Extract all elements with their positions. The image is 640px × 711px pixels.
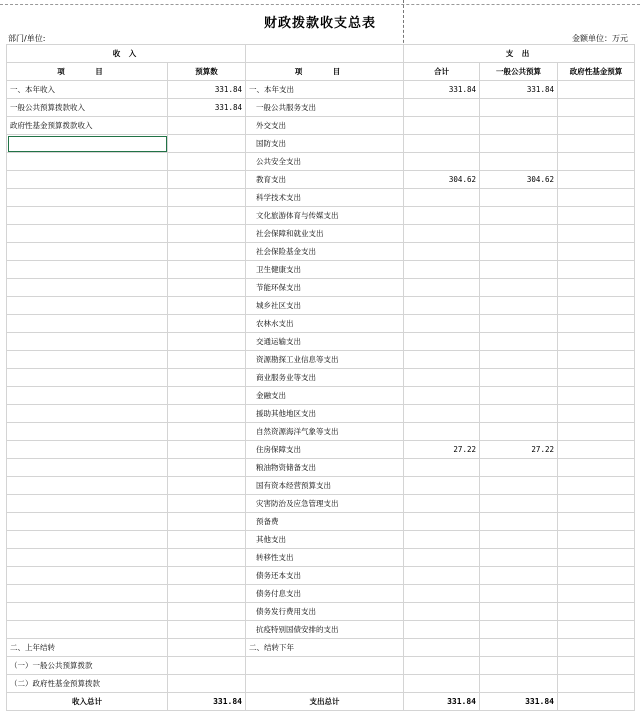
expense-fund-cell[interactable] — [558, 261, 635, 279]
table-row — [7, 621, 635, 639]
income-item-cell[interactable]: 二、上年结转 — [7, 639, 168, 657]
table-row — [7, 495, 635, 513]
expense-item-cell[interactable]: 社会保障和就业支出 — [246, 225, 404, 243]
expense-total-cell[interactable] — [404, 117, 480, 135]
page-break-line — [0, 4, 640, 5]
expense-general-cell[interactable]: 304.62 — [480, 171, 558, 189]
income-item-cell[interactable] — [7, 225, 168, 243]
expense-total-cell[interactable] — [404, 405, 480, 423]
table-row — [7, 351, 635, 369]
expense-general-cell[interactable] — [480, 297, 558, 315]
expense-item-cell[interactable]: 国防支出 — [246, 135, 404, 153]
income-item-cell[interactable]: 一、本年收入 — [7, 81, 168, 99]
expense-fund-cell[interactable] — [558, 423, 635, 441]
expense-general-total-value[interactable]: 331.84 — [480, 693, 558, 711]
expense-general-cell[interactable] — [480, 225, 558, 243]
report-title: 财政拨款收支总表 — [263, 16, 376, 31]
expense-general-cell[interactable] — [480, 495, 558, 513]
income-budget-cell[interactable] — [168, 657, 246, 675]
table-row — [7, 207, 635, 225]
expense-fund-cell[interactable] — [558, 585, 635, 603]
expense-fund-cell[interactable] — [558, 153, 635, 171]
expense-total-cell[interactable] — [404, 459, 480, 477]
table-row — [7, 531, 635, 549]
expense-item-cell[interactable]: 自然资源海洋气象等支出 — [246, 423, 404, 441]
table-row — [7, 297, 635, 315]
table-row — [7, 369, 635, 387]
income-item-cell[interactable] — [7, 261, 168, 279]
income-item-cell[interactable] — [7, 621, 168, 639]
col-header-income-item[interactable]: 项 目 — [7, 63, 168, 81]
expense-general-cell[interactable] — [480, 567, 558, 585]
table-row — [7, 261, 635, 279]
income-budget-cell[interactable] — [168, 351, 246, 369]
income-budget-cell[interactable] — [168, 405, 246, 423]
expense-item-cell[interactable]: 债务付息支出 — [246, 585, 404, 603]
income-budget-cell[interactable] — [168, 189, 246, 207]
expense-item-cell[interactable]: 粮油物资储备支出 — [246, 459, 404, 477]
expense-fund-cell[interactable] — [558, 549, 635, 567]
income-budget-cell[interactable] — [168, 153, 246, 171]
income-item-cell[interactable] — [7, 189, 168, 207]
expense-fund-total-value[interactable] — [558, 693, 635, 711]
income-budget-cell[interactable] — [168, 315, 246, 333]
expense-total-cell[interactable] — [404, 207, 480, 225]
income-item-cell[interactable]: （二）政府性基金预算拨款 — [7, 675, 168, 693]
expense-item-cell[interactable]: 商业服务业等支出 — [246, 369, 404, 387]
expense-general-cell[interactable] — [480, 675, 558, 693]
expense-general-cell[interactable] — [480, 243, 558, 261]
expense-total-cell[interactable] — [404, 225, 480, 243]
expense-fund-cell[interactable] — [558, 531, 635, 549]
expense-general-cell[interactable] — [480, 531, 558, 549]
expense-total-cell[interactable]: 331.84 — [404, 81, 480, 99]
expense-fund-cell[interactable] — [558, 405, 635, 423]
income-section-header[interactable]: 收 入 — [7, 45, 246, 63]
income-budget-cell[interactable] — [168, 279, 246, 297]
expense-item-cell[interactable]: 教育支出 — [246, 171, 404, 189]
income-item-cell[interactable]: 政府性基金预算拨款收入 — [7, 117, 168, 135]
expense-general-cell[interactable] — [480, 459, 558, 477]
expense-general-cell[interactable] — [480, 603, 558, 621]
expense-general-cell[interactable] — [480, 261, 558, 279]
income-item-cell[interactable] — [7, 405, 168, 423]
income-budget-cell[interactable] — [168, 171, 246, 189]
expense-general-cell[interactable] — [480, 135, 558, 153]
expense-fund-cell[interactable] — [558, 495, 635, 513]
income-item-cell[interactable] — [7, 153, 168, 171]
income-budget-cell[interactable] — [168, 567, 246, 585]
income-item-cell[interactable] — [7, 369, 168, 387]
expense-fund-cell[interactable] — [558, 117, 635, 135]
income-budget-cell[interactable] — [168, 333, 246, 351]
income-budget-cell[interactable] — [168, 387, 246, 405]
table-row — [7, 333, 635, 351]
income-item-cell[interactable] — [7, 279, 168, 297]
income-budget-cell[interactable] — [168, 243, 246, 261]
income-budget-cell[interactable] — [168, 135, 246, 153]
income-budget-cell[interactable] — [168, 531, 246, 549]
income-budget-cell[interactable] — [168, 369, 246, 387]
total-row — [7, 693, 635, 711]
expense-fund-cell[interactable] — [558, 369, 635, 387]
income-item-cell[interactable] — [7, 297, 168, 315]
income-item-cell[interactable] — [7, 351, 168, 369]
expense-item-cell[interactable]: 一般公共服务支出 — [246, 99, 404, 117]
expense-general-cell[interactable]: 331.84 — [480, 81, 558, 99]
income-budget-cell[interactable] — [168, 621, 246, 639]
column-header-row — [7, 63, 635, 81]
income-item-cell[interactable] — [7, 207, 168, 225]
income-budget-cell[interactable] — [168, 585, 246, 603]
expense-total-label[interactable]: 支出总计 — [246, 693, 404, 711]
expense-total-cell[interactable] — [404, 261, 480, 279]
expense-general-cell[interactable] — [480, 99, 558, 117]
table-row — [7, 99, 635, 117]
expense-fund-cell[interactable] — [558, 513, 635, 531]
expense-total-cell[interactable] — [404, 549, 480, 567]
income-item-cell[interactable] — [7, 441, 168, 459]
expense-fund-cell[interactable] — [558, 387, 635, 405]
expense-item-cell[interactable] — [246, 675, 404, 693]
table-row — [7, 639, 635, 657]
table-row — [7, 387, 635, 405]
expense-total-cell[interactable] — [404, 297, 480, 315]
table-row — [7, 657, 635, 675]
table-row — [7, 549, 635, 567]
expense-item-cell[interactable]: 交通运输支出 — [246, 333, 404, 351]
expense-item-cell[interactable]: 科学技术支出 — [246, 189, 404, 207]
expense-item-cell[interactable]: 援助其他地区支出 — [246, 405, 404, 423]
col-header-general-budget[interactable]: 一般公共预算 — [480, 63, 558, 81]
expense-general-cell[interactable] — [480, 477, 558, 495]
expense-item-cell[interactable]: 债务发行费用支出 — [246, 603, 404, 621]
section-header-row — [7, 45, 635, 63]
expense-total-cell[interactable]: 27.22 — [404, 441, 480, 459]
expense-total-cell[interactable]: 304.62 — [404, 171, 480, 189]
table-row — [7, 117, 635, 135]
expense-general-cell[interactable] — [480, 405, 558, 423]
income-item-cell[interactable] — [7, 549, 168, 567]
expense-total-cell[interactable] — [404, 495, 480, 513]
table-row — [7, 405, 635, 423]
expense-item-cell[interactable]: 文化旅游体育与传媒支出 — [246, 207, 404, 225]
expense-item-cell[interactable]: 公共安全支出 — [246, 153, 404, 171]
expense-general-cell[interactable] — [480, 639, 558, 657]
expense-fund-cell[interactable] — [558, 189, 635, 207]
income-item-cell[interactable] — [7, 459, 168, 477]
income-budget-cell[interactable] — [168, 675, 246, 693]
income-total-value[interactable]: 331.84 — [168, 693, 246, 711]
table-row — [7, 567, 635, 585]
revenue-expenditure-table — [6, 44, 635, 711]
income-item-cell[interactable] — [7, 333, 168, 351]
income-item-cell[interactable] — [7, 513, 168, 531]
table-row — [7, 477, 635, 495]
income-item-cell[interactable] — [7, 315, 168, 333]
expense-total-cell[interactable] — [404, 621, 480, 639]
department-label: 部门/单位: — [8, 34, 46, 43]
expense-general-cell[interactable] — [480, 333, 558, 351]
expense-fund-cell[interactable] — [558, 99, 635, 117]
income-budget-cell[interactable] — [168, 603, 246, 621]
expense-item-cell[interactable]: 抗疫特别国债安排的支出 — [246, 621, 404, 639]
table-row — [7, 441, 635, 459]
income-item-cell[interactable] — [7, 423, 168, 441]
expense-general-cell[interactable] — [480, 513, 558, 531]
table-row — [7, 603, 635, 621]
col-header-total[interactable]: 合计 — [404, 63, 480, 81]
expense-item-cell[interactable]: 转移性支出 — [246, 549, 404, 567]
income-budget-cell[interactable] — [168, 261, 246, 279]
table-row — [7, 189, 635, 207]
income-budget-cell[interactable] — [168, 477, 246, 495]
expense-item-cell[interactable]: 债务还本支出 — [246, 567, 404, 585]
table-row — [7, 459, 635, 477]
expense-total-cell[interactable] — [404, 99, 480, 117]
expense-general-cell[interactable]: 27.22 — [480, 441, 558, 459]
expense-item-cell[interactable]: 灾害防治及应急管理支出 — [246, 495, 404, 513]
expense-total-cell[interactable] — [404, 567, 480, 585]
expense-general-cell[interactable] — [480, 369, 558, 387]
table-row — [7, 423, 635, 441]
income-total-label[interactable]: 收入总计 — [7, 693, 168, 711]
table-row — [7, 585, 635, 603]
expense-fund-cell[interactable] — [558, 459, 635, 477]
expense-fund-cell[interactable] — [558, 315, 635, 333]
expense-item-cell[interactable]: 农林水支出 — [246, 315, 404, 333]
expense-general-cell[interactable] — [480, 657, 558, 675]
expense-general-cell[interactable] — [480, 549, 558, 567]
income-budget-cell[interactable] — [168, 549, 246, 567]
expense-fund-cell[interactable] — [558, 567, 635, 585]
expense-fund-cell[interactable] — [558, 243, 635, 261]
expense-total-cell[interactable] — [404, 675, 480, 693]
expense-item-cell[interactable]: 住房保障支出 — [246, 441, 404, 459]
expense-total-cell[interactable] — [404, 531, 480, 549]
expense-total-cell[interactable] — [404, 369, 480, 387]
expense-section-header[interactable]: 支 出 — [404, 45, 635, 63]
income-budget-cell[interactable] — [168, 639, 246, 657]
income-budget-cell[interactable] — [168, 441, 246, 459]
expense-total-cell[interactable] — [404, 639, 480, 657]
expense-total-cell[interactable] — [404, 657, 480, 675]
expense-total-cell[interactable] — [404, 279, 480, 297]
income-budget-cell[interactable] — [168, 225, 246, 243]
income-budget-cell[interactable] — [168, 297, 246, 315]
expense-fund-cell[interactable] — [558, 639, 635, 657]
expense-total-cell[interactable] — [404, 189, 480, 207]
expense-fund-cell[interactable] — [558, 351, 635, 369]
income-item-cell[interactable]: 一般公共预算拨款收入 — [7, 99, 168, 117]
expense-fund-cell[interactable] — [558, 81, 635, 99]
income-item-cell[interactable] — [7, 387, 168, 405]
expense-general-cell[interactable] — [480, 351, 558, 369]
expense-general-cell[interactable] — [480, 423, 558, 441]
expense-total-cell[interactable] — [404, 603, 480, 621]
expense-total-cell[interactable] — [404, 315, 480, 333]
expense-general-cell[interactable] — [480, 279, 558, 297]
table-row — [7, 171, 635, 189]
income-item-cell[interactable] — [7, 567, 168, 585]
expense-fund-cell[interactable] — [558, 657, 635, 675]
expense-fund-cell[interactable] — [558, 675, 635, 693]
expense-general-cell[interactable] — [480, 189, 558, 207]
expense-general-cell[interactable] — [480, 207, 558, 225]
table-row — [7, 225, 635, 243]
table-row — [7, 81, 635, 99]
expense-item-cell[interactable]: 二、结转下年 — [246, 639, 404, 657]
expense-item-cell[interactable]: 预备费 — [246, 513, 404, 531]
expense-general-cell[interactable] — [480, 315, 558, 333]
income-budget-cell[interactable] — [168, 495, 246, 513]
table-row — [7, 243, 635, 261]
expense-item-cell[interactable]: 资源勘探工业信息等支出 — [246, 351, 404, 369]
blank-header-cell[interactable] — [246, 45, 404, 63]
expense-fund-cell[interactable] — [558, 207, 635, 225]
table-row — [7, 513, 635, 531]
amount-unit-label: 金额单位：万元 — [572, 34, 628, 43]
income-item-cell[interactable] — [7, 495, 168, 513]
expense-total-cell[interactable] — [404, 423, 480, 441]
expense-general-cell[interactable] — [480, 621, 558, 639]
expense-fund-cell[interactable] — [558, 279, 635, 297]
table-row — [7, 279, 635, 297]
expense-total-cell[interactable] — [404, 243, 480, 261]
income-item-cell[interactable]: （一）一般公共预算拨款 — [7, 657, 168, 675]
income-item-cell[interactable] — [7, 135, 168, 153]
expense-item-cell[interactable]: 节能环保支出 — [246, 279, 404, 297]
expense-total-cell[interactable] — [404, 387, 480, 405]
expense-total-cell[interactable] — [404, 585, 480, 603]
expense-item-cell[interactable]: 外交支出 — [246, 117, 404, 135]
income-item-cell[interactable] — [7, 243, 168, 261]
expense-general-cell[interactable] — [480, 387, 558, 405]
table-row — [7, 315, 635, 333]
income-budget-cell[interactable]: 331.84 — [168, 99, 246, 117]
expense-total-cell[interactable] — [404, 513, 480, 531]
col-header-budget[interactable]: 预算数 — [168, 63, 246, 81]
expense-fund-cell[interactable] — [558, 441, 635, 459]
expense-item-cell[interactable]: 其他支出 — [246, 531, 404, 549]
table-row — [7, 135, 635, 153]
income-budget-cell[interactable] — [168, 117, 246, 135]
table-row — [7, 153, 635, 171]
expense-item-cell[interactable]: 社会保险基金支出 — [246, 243, 404, 261]
expense-fund-cell[interactable] — [558, 621, 635, 639]
expense-total-cell[interactable] — [404, 333, 480, 351]
expense-fund-cell[interactable] — [558, 225, 635, 243]
col-header-expense-item[interactable]: 项 目 — [246, 63, 404, 81]
expense-total-cell[interactable] — [404, 135, 480, 153]
expense-total-value[interactable]: 331.84 — [404, 693, 480, 711]
income-item-cell[interactable] — [7, 603, 168, 621]
col-header-fund-budget[interactable]: 政府性基金预算 — [558, 63, 635, 81]
income-budget-cell[interactable] — [168, 459, 246, 477]
expense-item-cell[interactable] — [246, 657, 404, 675]
income-item-cell[interactable] — [7, 477, 168, 495]
expense-fund-cell[interactable] — [558, 477, 635, 495]
expense-total-cell[interactable] — [404, 153, 480, 171]
income-budget-cell[interactable] — [168, 423, 246, 441]
expense-item-cell[interactable]: 城乡社区支出 — [246, 297, 404, 315]
expense-fund-cell[interactable] — [558, 333, 635, 351]
expense-general-cell[interactable] — [480, 585, 558, 603]
table-row — [7, 675, 635, 693]
expense-fund-cell[interactable] — [558, 297, 635, 315]
expense-fund-cell[interactable] — [558, 135, 635, 153]
expense-general-cell[interactable] — [480, 153, 558, 171]
expense-total-cell[interactable] — [404, 351, 480, 369]
expense-item-cell[interactable]: 一、本年支出 — [246, 81, 404, 99]
income-item-cell[interactable] — [7, 585, 168, 603]
income-budget-cell[interactable]: 331.84 — [168, 81, 246, 99]
income-item-cell[interactable] — [7, 531, 168, 549]
expense-item-cell[interactable]: 国有资本经营预算支出 — [246, 477, 404, 495]
income-budget-cell[interactable] — [168, 513, 246, 531]
expense-total-cell[interactable] — [404, 477, 480, 495]
expense-item-cell[interactable]: 金融支出 — [246, 387, 404, 405]
income-item-cell[interactable] — [7, 171, 168, 189]
expense-fund-cell[interactable] — [558, 603, 635, 621]
expense-general-cell[interactable] — [480, 117, 558, 135]
expense-item-cell[interactable]: 卫生健康支出 — [246, 261, 404, 279]
income-budget-cell[interactable] — [168, 207, 246, 225]
expense-fund-cell[interactable] — [558, 171, 635, 189]
